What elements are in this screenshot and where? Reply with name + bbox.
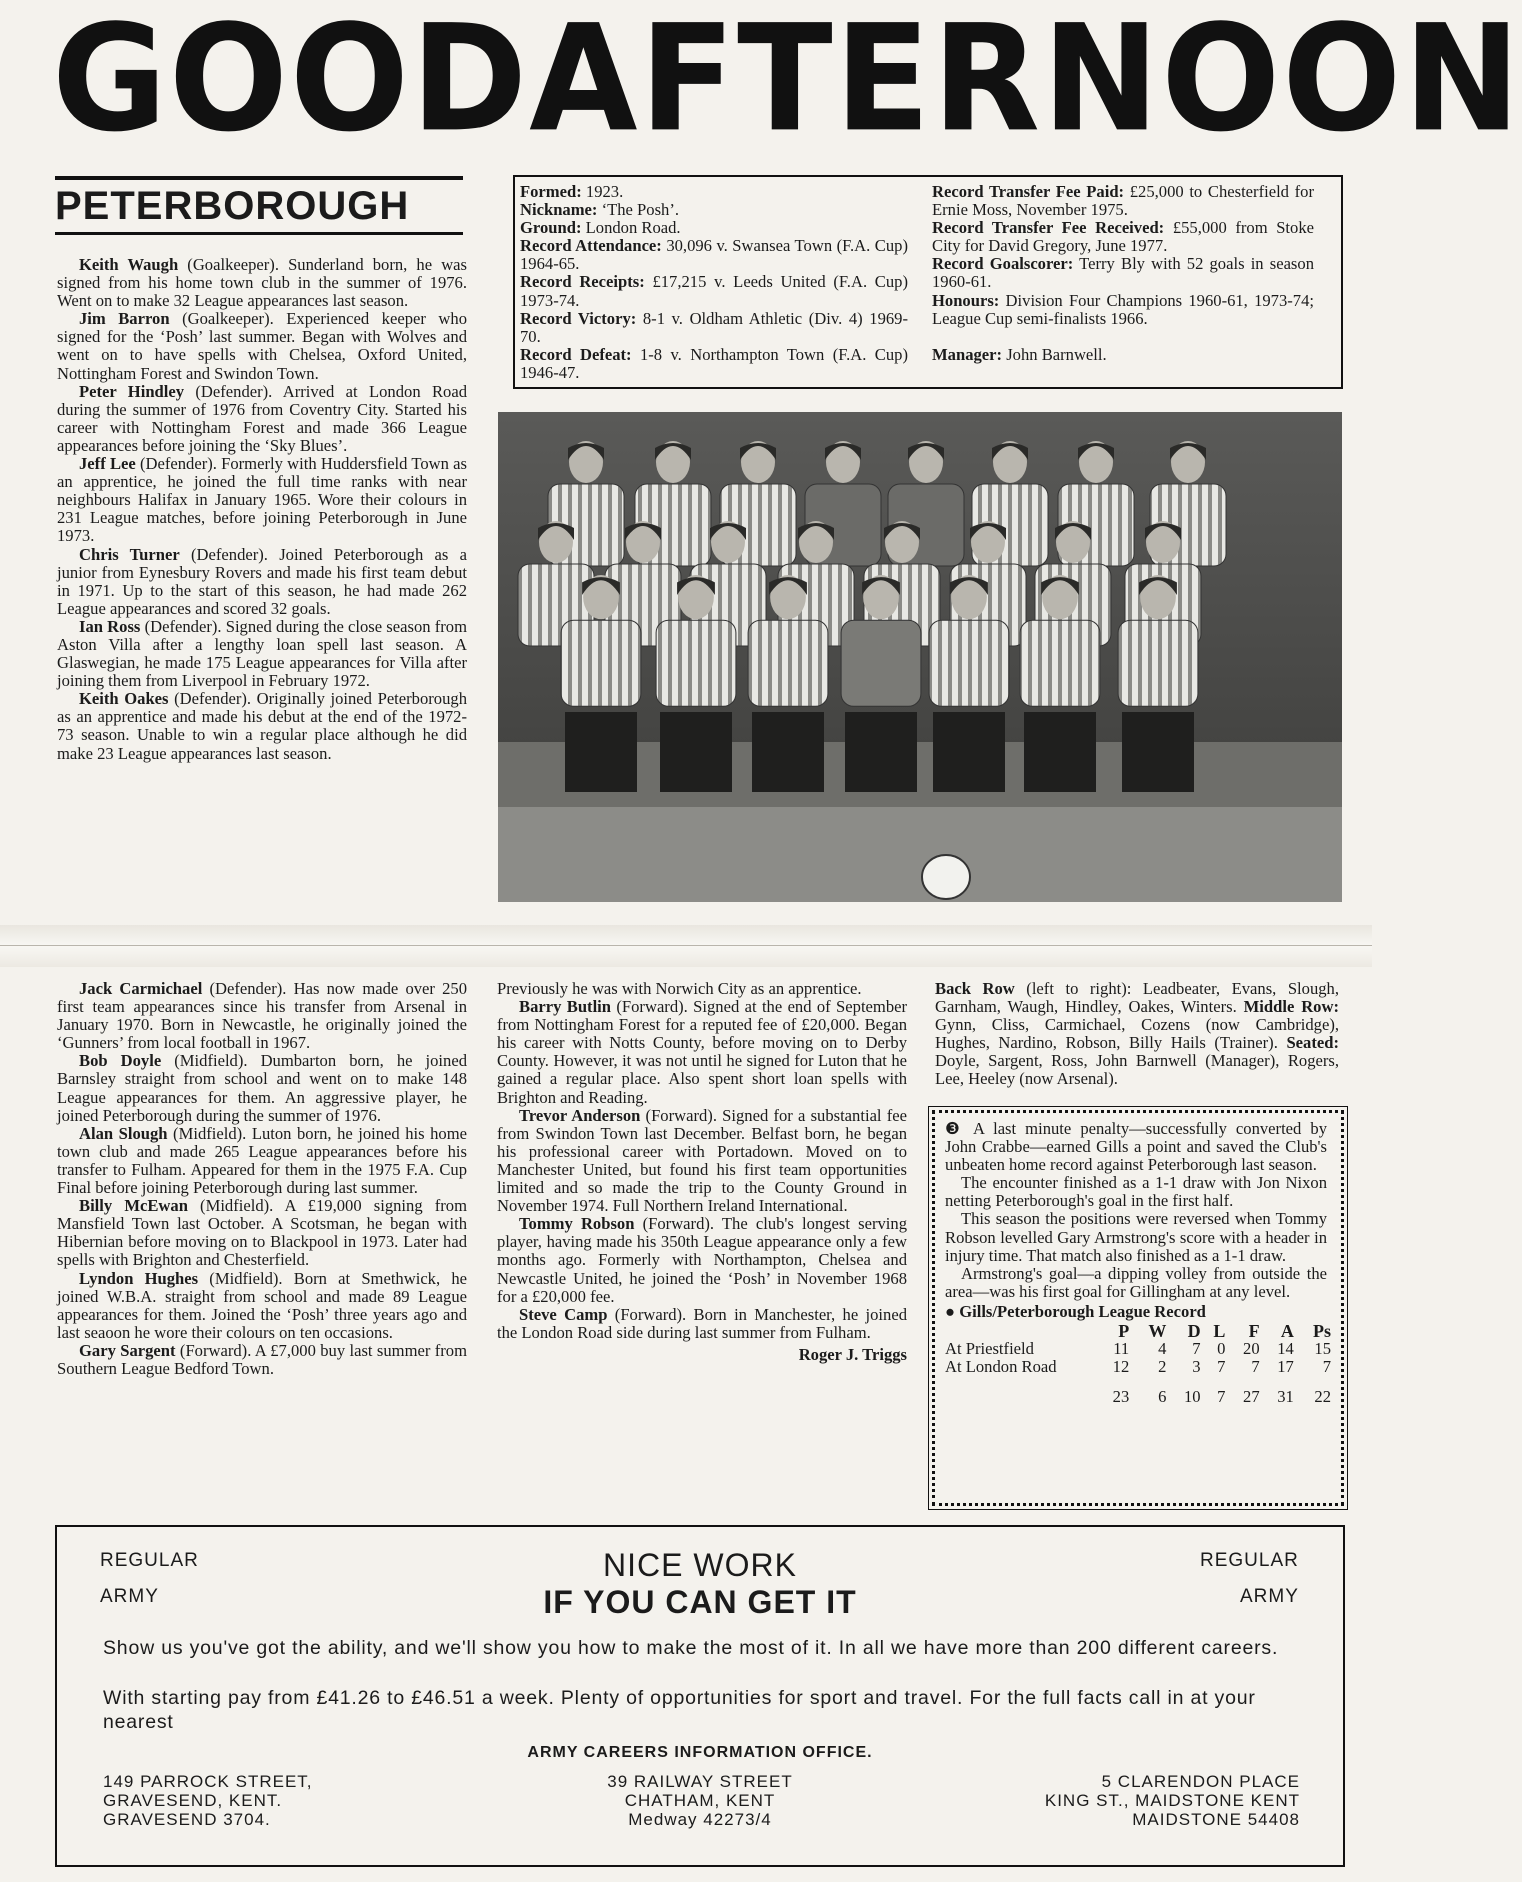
record-header-cell: L [1213,1321,1226,1342]
player-profile-label: Jeff Lee [79,454,136,474]
caption-seated-text: Doyle, Sargent, Ross, John Barnwell (Manager), Rogers, Lee, Heeley (now Arsenal). [935,1051,1339,1089]
player-profile-paragraph [57,1125,467,1197]
fact-text: Terry Bly with 52 goals in season 1960-61. [932,254,1314,292]
fact-label: Record Transfer Fee Received: [932,218,1165,238]
fact-label: Honours: [932,290,1000,310]
record-header-cell: A [1280,1321,1294,1342]
fact-label: Record Transfer Fee Paid: [932,182,1125,201]
manager-label: Manager: [932,344,1003,364]
player-profile-text: (Forward). Signed for a substantial fee from Swindon Town last December. Belfast born, he began his professional career with Portadown. Moved on to Manchester United, but found his first team opportunities limited and so made the trip to the County Ground in November 1974. Full Northern Ireland International. [497,1105,907,1216]
player-profile-paragraph [57,1052,467,1124]
record-cell: 4 [1158,1339,1167,1359]
player-profile-paragraph [497,1306,907,1342]
advert-left-top: REGULAR [100,1550,199,1571]
record-title: ● Gills/Peterborough League Record [945,1301,1206,1321]
player-profile-paragraph [497,1215,907,1305]
fact-label: Record Receipts: [520,272,645,292]
record-total-cell: 27 [1243,1387,1260,1407]
fact-label: Formed: [520,182,582,201]
fact-text: London Road. [581,218,681,238]
profiles-column-a [57,980,467,1378]
match-notes [945,1119,1331,1407]
advert-left-bottom: ARMY [100,1586,159,1607]
advert-heading-line2: IF YOU CAN GET IT [543,1584,857,1620]
player-profile-text: (Midfield). Luton born, he joined his home town club and made 265 League appearances before his transfer to Fulham. Appeared for them in the 1975 F.A. Cup Final before joining Peterborough during last summer. [57,1123,467,1198]
fact-paragraph [932,255,1314,291]
team-photo [498,412,1342,902]
player-profile-paragraph [57,1342,467,1378]
fact-paragraph [520,273,908,309]
address-maidstone: 5 CLARENDON PLACE KING ST., MAIDSTONE KENT MAIDSTONE 54408 [1044,1772,1300,1829]
player-profile-text: (Defender). Signed during the close season from Aston Villa after a lengthy loan spell last season. A Glaswegian, he made 175 League appearances for Villa after joining them from Liverpool in February 1972. [57,616,468,691]
player-profile-label: Tommy Robson [519,1214,635,1234]
player-profile-label: Jim Barron [79,309,170,329]
record-total-cell: 22 [1314,1387,1331,1407]
player-profile-paragraph [497,998,907,1107]
player-profile-paragraph [57,546,467,618]
record-cell: 7 [1217,1357,1226,1377]
record-total-cell: 10 [1184,1387,1201,1407]
profiles-top-column [57,256,467,763]
player-legs [1122,712,1194,792]
fact-paragraph [520,237,908,273]
fact-text: ‘The Posh’. [597,200,680,220]
advert-body-1: Show us you've got the ability, and we'll show you how to make the most of it. In all we have more than 200 different careers. [103,1637,1279,1659]
notes-para-2: The encounter finished as a 1-1 draw with Jon Nixon netting Peterborough's goal in the first half. [945,1173,1327,1211]
player-profile-text: (Forward). A £7,000 buy last summer from Southern League Bedford Town. [57,1340,467,1378]
fact-label: Record Attendance: [520,236,662,256]
record-header-row [945,1322,1331,1340]
player-legs [565,712,637,792]
fact-text: Division Four Champions 1960-61, 1973-74; League Cup semi-finalists 1966. [932,290,1314,328]
fact-text: £25,000 to Chesterfield for Ernie Moss, November 1975. [932,182,1314,220]
record-venue: At Priestfield [945,1339,1034,1359]
player-profile-paragraph [57,256,467,310]
notes-bullet-icon: ❸ [945,1119,965,1138]
advert-heading-line1: NICE WORK [603,1547,797,1583]
record-total-cell: 6 [1158,1387,1167,1407]
fact-paragraph [520,346,908,382]
record-cell: 20 [1243,1339,1260,1359]
player-profile-text: (Defender). Arrived at London Road during the summer of 1976 from Coventry City. Started his career with Nottingham Forest and made 366 League appearances before joining the ‘Sky Blues’. [57,381,467,455]
player-legs [660,712,732,792]
notes-para-3: This season the positions were reversed when Tommy Robson levelled Gary Armstrong's score with a header in injury time. That match also finished as a 1-1 draw. [945,1209,1327,1265]
caption-seated-label: Seated: [1286,1033,1339,1053]
player-profile-paragraph [57,690,467,762]
club-title: PETERBOROUGH [55,184,410,228]
football [922,855,970,899]
player-profile-text: (Defender). Has now made over 250 first team appearances since his transfer from Arsenal in January 1970. Born in Newcastle, he originally joined the ‘Gunners’ from local football in 1967. [57,979,467,1053]
advert-right-top: REGULAR [1200,1550,1299,1571]
photo-caption [935,980,1339,1089]
headline [52,0,1522,166]
record-header-cell: W [1148,1321,1167,1342]
fact-text: 8-1 v. Oldham Athletic (Div. 4) 1969-70. [520,308,908,346]
fact-text: £17,215 v. Leeds United (F.A. Cup) 1973-74. [520,272,908,310]
player-profile-label: Ian Ross [79,616,141,636]
player-profile-label: Trevor Anderson [519,1105,641,1125]
fact-label: Record Goalscorer: [932,254,1074,274]
fact-label: Nickname: [520,200,598,220]
record-row [945,1340,1331,1358]
player-profile-paragraph [57,310,467,382]
fact-paragraph [932,183,1314,219]
address-chatham: 39 RAILWAY STREET CHATHAM, KENT Medway 42273/4 [607,1772,793,1829]
player-legs [933,712,1005,792]
league-record-table [945,1322,1331,1406]
fact-paragraph [932,219,1314,255]
player-profile-paragraph [497,1107,907,1216]
caption-middle-text: Gynn, Cliss, Carmichael, Cozens (now Cambridge), Hughes, Nardino, Robson, Billy Hails (Trainer). [935,1015,1339,1053]
record-cell: 14 [1277,1339,1294,1359]
col-b-intro: Previously he was with Norwich City as an apprentice. [497,979,862,998]
player-profile-label: Peter Hindley [79,381,185,401]
caption-back-text: (left to right): Leadbeater, Evans, Slough, Garnham, Waugh, Hindley, Oakes, Winters. [935,979,1340,1017]
record-cell: 7 [1251,1357,1260,1377]
player-profile-text: (Midfield). Dumbarton born, he joined Barnsley straight from school and went on to make 148 League appearances for them. An aggressive player, he joined Peterborough during the summer of 1976. [57,1051,468,1125]
player-profile-label: Keith Waugh [79,255,179,274]
player-profile-paragraph [57,1197,467,1269]
record-cell: 0 [1217,1339,1226,1359]
record-cell: 2 [1158,1357,1167,1377]
record-header-cell: P [1118,1321,1130,1342]
player-profile-label: Lyndon Hughes [79,1268,199,1288]
title-rule-bottom [55,232,463,235]
player-legs [1024,712,1096,792]
record-bullet-icon: ● [945,1301,956,1321]
headline-word-afternoon: AFTERNOON [529,0,1522,166]
caption-back-label: Back Row [935,979,1015,998]
player-profile-text: (Midfield). A £19,000 signing from Mansfield Town last October. A Scotsman, he began with Hibernian before moving on to Blackpool in 1973. Later had spells with Brighton and Chesterfield. [57,1196,467,1270]
player-profile-paragraph [57,383,467,455]
headline-word-good: GOOD [52,0,530,166]
page-fold [0,925,1372,967]
player-profile-text: (Goalkeeper). Sunderland born, he was signed from his home town club in the summer of 1976. Went on to make 32 League appearances last season. [57,255,468,311]
player-profile-label: Gary Sargent [79,1340,176,1360]
player-profile-label: Alan Slough [79,1123,168,1143]
player-profile-label: Keith Oakes [79,689,169,709]
fact-label: Record Victory: [520,308,637,328]
notes-para-1: A last minute penalty—successfully converted by John Crabbe—earned Gills a point and saved the Club's unbeaten home record against Peterborough last season. [945,1119,1327,1175]
player-profile-text: (Forward). The club's longest serving player, having made his 350th League appearance only a few months ago. Formerly with Northampton, Chelsea and Newcastle United, he joined the ‘Posh’ in November 1968 for a £20,000 fee. [497,1214,907,1306]
fact-text: £55,000 from Stoke City for David Gregory, June 1977. [932,218,1314,256]
record-totals-row [945,1376,1331,1406]
player-profile-text: (Defender). Originally joined Peterborough as an apprentice and made his debut at the end of the 1972-73 season. Unable to win a regular place although he did make 23 League appearances last season. [57,689,467,763]
record-cell: 3 [1192,1357,1201,1377]
record-cell: 11 [1113,1339,1130,1359]
player-profile-text: (Forward). Born in Manchester, he joined the London Road side during last summer from Fulham. [497,1304,907,1342]
fact-paragraph [520,183,908,201]
fact-label: Ground: [520,218,582,238]
player-legs [845,712,917,792]
fact-paragraph [520,219,908,237]
record-header-cell: D [1187,1321,1201,1342]
advert-office: ARMY CAREERS INFORMATION OFFICE. [527,1744,873,1761]
fact-text: 1923. [581,182,624,201]
fact-label: Record Defeat: [520,344,632,364]
caption-middle-label: Middle Row: [1243,997,1339,1017]
advert-body-2: With starting pay from £41.26 to £46.51 a week. Plenty of opportunities for sport and travel. For the full facts call in at your nearest [103,1687,1256,1733]
title-rule-top [55,176,463,180]
fact-text: 1-8 v. Northampton Town (F.A. Cup) 1946-47. [520,344,908,382]
player-profile-label: Bob Doyle [79,1051,162,1071]
player-profile-text: (Midfield). Born at Smethwick, he joined W.B.A. straight from school and made 89 League appearances for them. Joined the ‘Posh’ three years ago and last seaoon he wore their colours on ten occasions. [57,1268,467,1342]
player-legs [752,712,824,792]
notes-para-4: Armstrong's goal—a dipping volley from outside the area—was his first goal for Gillingham at any level. [945,1263,1327,1301]
record-header-cell: Ps [1313,1321,1331,1342]
page-fold-line [0,945,1372,946]
advert-right-bottom: ARMY [1240,1586,1299,1607]
club-facts-left [520,183,908,382]
fact-text: 30,096 v. Swansea Town (F.A. Cup) 1964-65. [520,236,908,274]
record-cell: 7 [1322,1357,1331,1377]
record-row [945,1358,1331,1376]
record-cell: 17 [1277,1357,1294,1377]
player-profile-label: Barry Butlin [519,997,612,1017]
manager-line [932,346,1314,364]
fact-paragraph [932,292,1314,328]
record-total-cell: 7 [1217,1387,1226,1407]
player-profile-label: Billy McEwan [79,1196,188,1216]
record-cell: 12 [1112,1357,1130,1377]
manager-name: John Barnwell. [1002,344,1107,364]
player-profile-paragraph [57,980,467,1052]
record-cell: 7 [1192,1339,1201,1359]
record-header-cell: F [1248,1321,1260,1342]
profiles-column-b [497,980,907,1364]
player-profile-paragraph [57,618,467,690]
player-profile-text: (Defender). Joined Peterborough as a junior from Eynesbury Rovers and made his first team debut in 1971. Up to the start of this season, he had made 262 League appearances and scored 32 goals. [57,544,467,618]
address-gravesend: 149 PARROCK STREET, GRAVESEND, KENT. GRAVESEND 3704. [103,1772,313,1829]
player-profile-text: (Forward). Signed at the end of September from Nottingham Forest for a reputed fee of £20,000. Began his career with Notts County, before moving on to Derby County. However, it was not until he signed for Luton that he gained a regular place. Also spent short loan spells with Brighton and Reading. [497,997,908,1107]
player-profile-text: (Defender). Formerly with Huddersfield Town as an apprentice, he joined the full time ranks with near neighbours Halifax in January 1965. Wore their colours in 231 League matches, before joining Peterborough in June 1973. [57,454,467,546]
fact-paragraph [520,310,908,346]
player-profile-paragraph [57,1270,467,1342]
record-total-cell: 23 [1112,1387,1130,1407]
club-facts-right [932,183,1314,364]
record-total-cell: 31 [1277,1387,1294,1407]
player-profile-label: Jack Carmichael [79,979,203,998]
fact-paragraph [520,201,908,219]
byline: Roger J. Triggs [798,1344,907,1364]
player-profile-paragraph [57,455,467,545]
record-venue: At London Road [945,1357,1057,1377]
record-cell: 15 [1314,1339,1331,1359]
player-profile-label: Chris Turner [79,544,180,564]
player-profile-label: Steve Camp [519,1304,608,1324]
player-profile-text: (Goalkeeper). Experienced keeper who signed for the ‘Posh’ last summer. Began with Wolves and went on to have spells with Chelsea, Oxford United, Nottingham Forest and Swindon Town. [57,309,467,383]
